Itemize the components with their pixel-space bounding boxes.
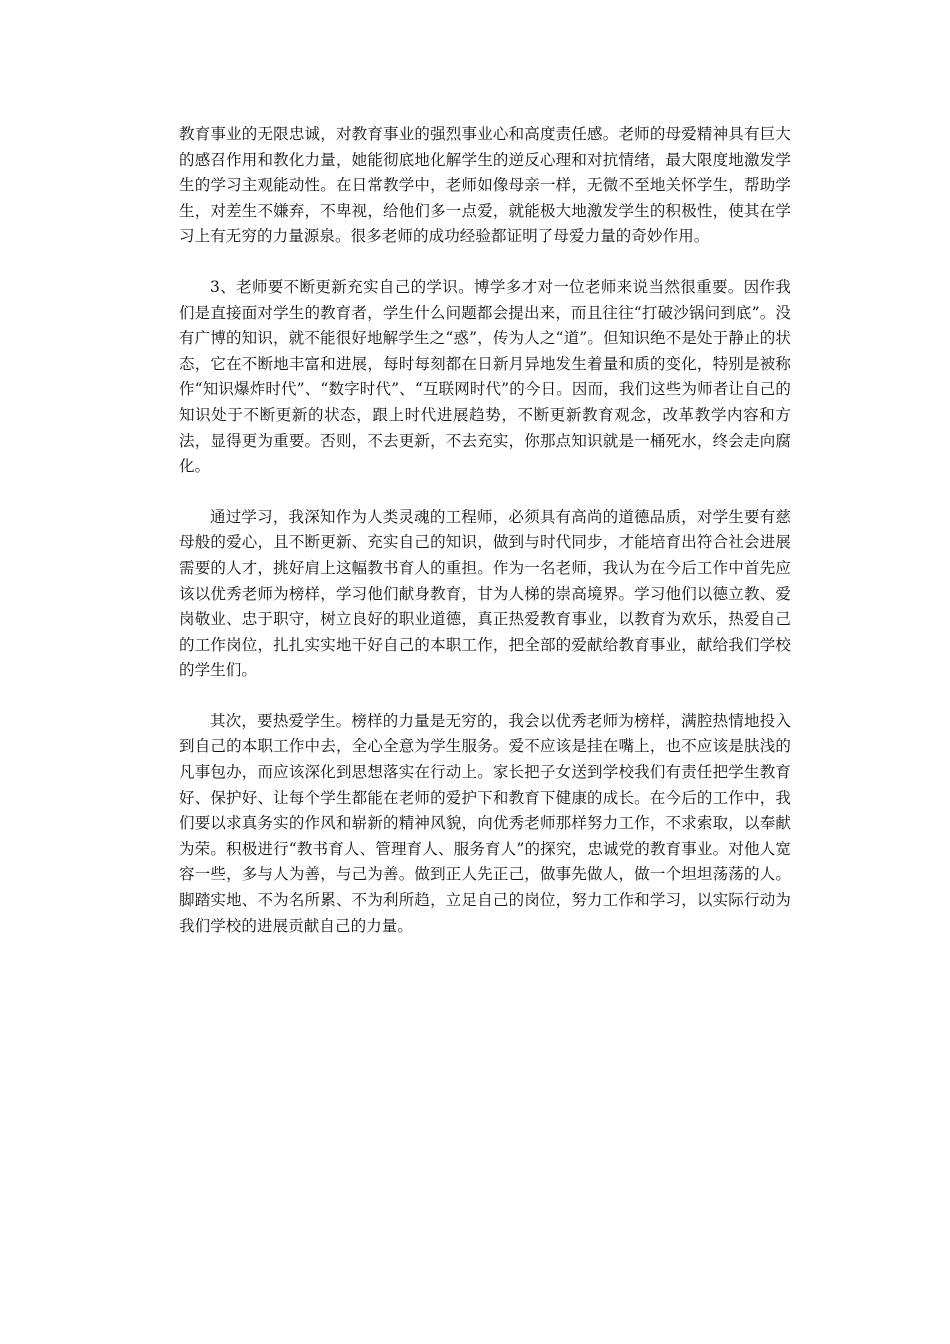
- document-body: [179, 122, 791, 939]
- paragraph-continued: 教育事业的无限忠诚，对教育事业的强烈事业心和高度责任感。老师的母爱精神具有巨大的感召作用和教化力量，她能彻底地化解学生的逆反心理和对抗情绪，最大限度地激发学生的学习主观能动性。在日常教学中，老师如像母亲一样，无微不至地关怀学生，帮助学生，对差生不嫌弃，不卑视，给他们多一点爱，就能极大地激发学生的积极性，使其在学习上有无穷的力量源泉。很多老师的成功经验都证明了母爱力量的奇妙作用。: [179, 125, 791, 246]
- paragraph-study-reflection: 通过学习，我深知作为人类灵魂的工程师，必须具有高尚的道德品质，对学生要有慈母般的爱心，且不断更新、充实自己的知识，做到与时代同步，才能培育出符合社会进展需要的人才，挑好肩上这幅教书育人的重担。作为一名老师，我认为在今后工作中首先应该以优秀老师为榜样，学习他们献身教育，甘为人梯的崇高境界。学习他们以德立教、爱岗敬业、忠于职守，树立良好的职业道德，真正热爱教育事业，以教育为欢乐，热爱自己的工作岗位，扎扎实实地干好自己的本职工作，把全部的爱献给教育事业，献给我们学校的学生们。: [179, 507, 791, 680]
- paragraph-point-3: 3、老师要不断更新充实自己的学识。博学多才对一位老师来说当然很重要。因作我们是直接面对学生的教育者，学生什么问题都会提出来，而且往往“打破沙锅问到底”。没有广博的知识，就不能很好地解学生之“惑”，传为人之“道”。但知识绝不是处于静止的状态，它在不断地丰富和进展，每时每刻都在日新月异地发生着量和质的变化，特别是被称作“知识爆炸时代”、“数字时代”、“互联网时代”的今日。因而，我们这些为师者让自己的知识处于不断更新的状态，跟上时代进展趋势，不断更新教育观念，改革教学内容和方法，显得更为重要。否则，不去更新，不去充实，你那点知识就是一桶死水，终会走向腐化。: [179, 277, 791, 476]
- paragraph-love-students: 其次，要热爱学生。榜样的力量是无穷的，我会以优秀老师为榜样，满腔热情地投入到自己的本职工作中去，全心全意为学生服务。爱不应该是挂在嘴上，也不应该是肤浅的凡事包办，而应该深化到思想落实在行动上。家长把子女送到学校我们有责任把学生教育好、保护好、让每个学生都能在老师的爱护下和教育下健康的成长。在今后的工作中，我们要以求真务实的作风和崭新的精神风貌，向优秀老师那样努力工作，不求索取，以奉献为荣。积极进行“教书育人、管理育人、服务育人”的探究，忠诚党的教育事业。对他人宽容一些，多与人为善，与己为善。做到正人先正己，做事先做人，做一个坦坦荡荡的人。脚踏实地、不为名所累、不为利所趋，立足自己的岗位，努力工作和学习，以实际行动为我们学校的进展贡献自己的力量。: [179, 711, 791, 935]
